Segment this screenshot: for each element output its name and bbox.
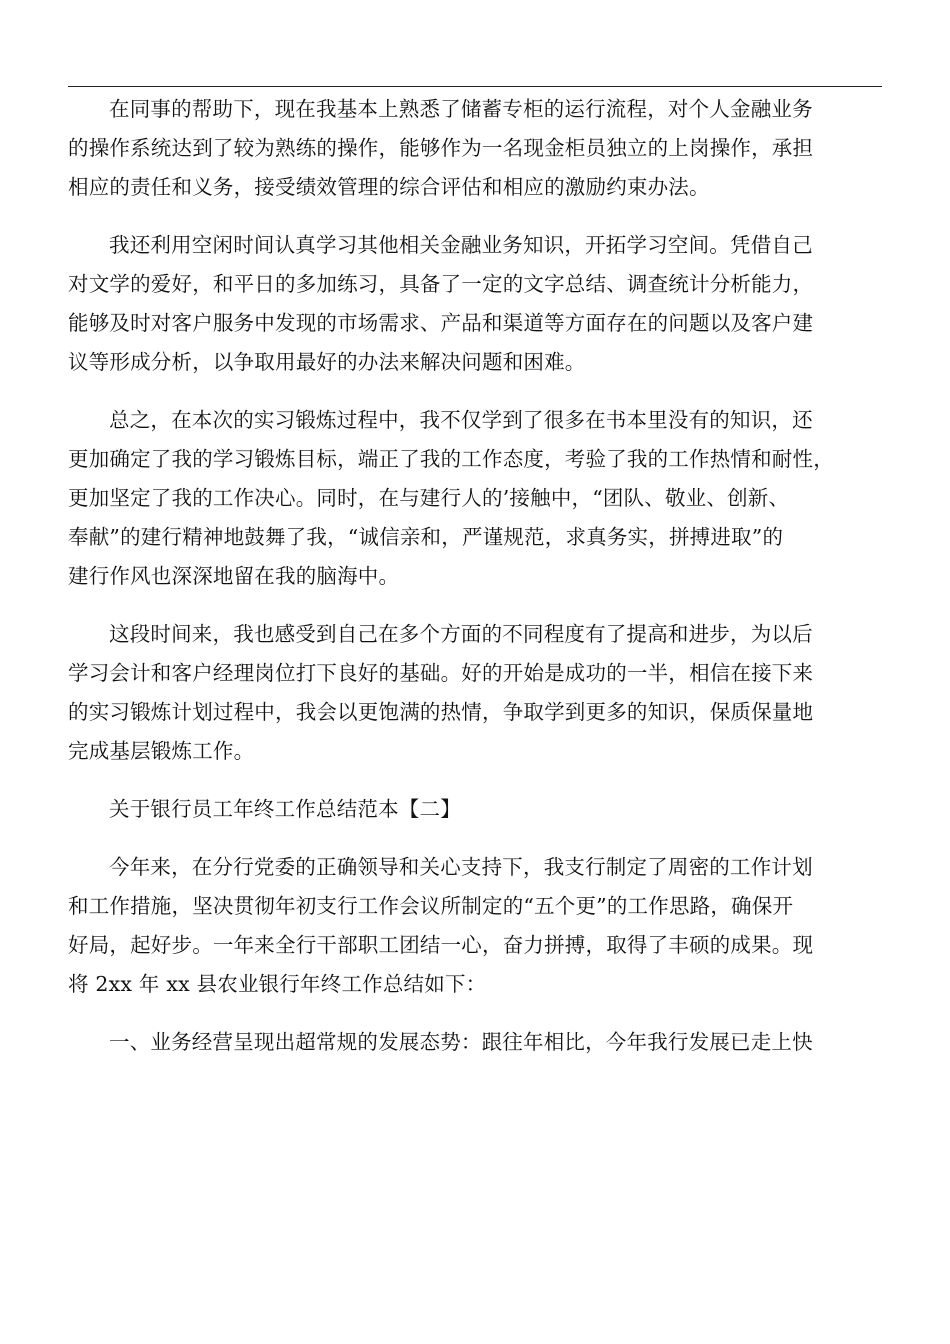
paragraph-line: 更加确定了我的学习锻炼目标，端正了我的工作态度，考验了我的工作热情和耐性， — [68, 447, 834, 471]
paragraph-line: 奉献”的建行精神地鼓舞了我，“诚信亲和，严谨规范，求真务实，拼搏进取”的 — [68, 525, 784, 549]
paragraph-line: 好局，起好步。一年来全行干部职工团结一心，奋力拼搏，取得了丰硕的成果。现 — [68, 933, 814, 957]
paragraph-1 — [68, 90, 890, 207]
paragraph-line: 今年来，在分行党委的正确领导和关心支持下，我支行制定了周密的工作计划 — [109, 855, 813, 879]
paragraph-line: 相应的责任和义务，接受绩效管理的综合评估和相应的激励约束办法。 — [68, 175, 710, 199]
paragraph-line: 对文学的爱好，和平日的多加练习，具备了一定的文字总结、调查统计分析能力， — [68, 272, 814, 296]
paragraph-line: 我还利用空闲时间认真学习其他相关金融业务知识，开拓学习空间。凭借自己 — [109, 233, 813, 257]
paragraph-5 — [68, 848, 890, 1004]
paragraph-line: 将 2xx 年 xx 县农业银行年终工作总结如下： — [68, 972, 487, 996]
paragraph-line: 总之，在本次的实习锻炼过程中，我不仅学到了很多在书本里没有的知识，还 — [109, 408, 813, 432]
paragraph-6 — [68, 1023, 890, 1062]
paragraph-line: 的操作系统达到了较为熟练的操作，能够作为一名现金柜员独立的上岗操作，承担 — [68, 136, 814, 160]
paragraph-line: 学习会计和客户经理岗位打下良好的基础。好的开始是成功的一半，相信在接下来 — [68, 661, 814, 685]
paragraph-2 — [68, 226, 890, 382]
paragraph-line: 和工作措施，坚决贯彻年初支行工作会议所制定的“五个更”的工作思路，确保开 — [68, 894, 794, 918]
section-heading: 关于银行员工年终工作总结范本【二】 — [109, 797, 461, 821]
header-rule — [68, 86, 882, 87]
document-page — [68, 90, 890, 1062]
paragraph-line: 能够及时对客户服务中发现的市场需求、产品和渠道等方面存在的问题以及客户建 — [68, 311, 814, 335]
paragraph-line: 建行作风也深深地留在我的脑海中。 — [68, 564, 400, 588]
paragraph-line: 议等形成分析，以争取用最好的办法来解决问题和困难。 — [68, 350, 586, 374]
paragraph-line: 完成基层锻炼工作。 — [68, 739, 255, 763]
paragraph-line: 这段时间来，我也感受到自己在多个方面的不同程度有了提高和进步，为以后 — [109, 622, 813, 646]
paragraph-line: 在同事的帮助下，现在我基本上熟悉了储蓄专柜的运行流程，对个人金融业务 — [109, 97, 813, 121]
paragraph-line: 一、业务经营呈现出超常规的发展态势：跟往年相比，今年我行发展已走上快 — [109, 1030, 813, 1054]
paragraph-line: 更加坚定了我的工作决心。同时，在与建行人的’接触中，“团队、敬业、创新、 — [68, 486, 790, 510]
paragraph-3 — [68, 401, 890, 596]
paragraph-4 — [68, 615, 890, 771]
paragraph-line: 的实习锻炼计划过程中，我会以更饱满的热情，争取学到更多的知识，保质保量地 — [68, 700, 814, 724]
